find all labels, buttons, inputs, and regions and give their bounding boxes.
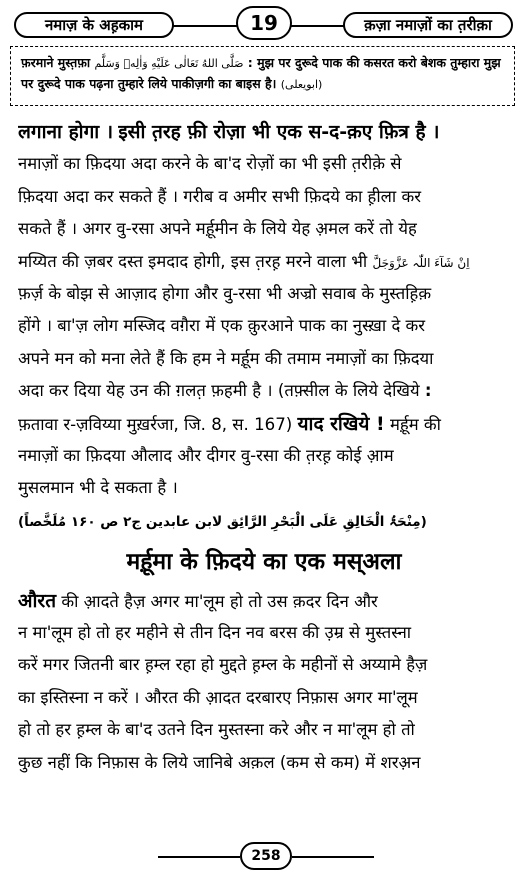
body-line: सकते हैं । अगर वु-रसा अपने मर्ह़ूमीन के लिये येह अ़मल करें तो येह	[18, 219, 417, 239]
body-line: करें मगर जितनी बार ह़म्ल रहा हो मुद्दते ह़म्ल के महीनों से अय्यामे हैज़	[18, 655, 428, 675]
footer-divider	[292, 856, 374, 858]
section-heading: मर्ह़ूमा के फ़िदये का एक मस्अला	[126, 548, 402, 575]
emphasis-text: याद रखिये !	[297, 412, 385, 435]
body-line: होंगे । बा'ज़ लोग मस्जिद वग़ैरा में एक क़ुरआने पाक का नुस्ख़ा दे कर	[18, 316, 426, 336]
body-line: कुछ नहीं कि निफ़ास के लिये जानिबे अक़ल (कम से कम) में शरअ़न	[18, 752, 421, 772]
body-line: मय्यित की ज़बर दस्त इमदाद होगी, इस त़रह़ मरने वाला भी اِنْ شَآءَ اللّٰہ عَزَّوَجَلَّ	[18, 251, 470, 271]
page-footer	[8, 842, 517, 872]
book-title: नमाज़ के अह़काम	[14, 12, 174, 38]
chapter-title: क़ज़ा नमाज़ों का त़रीक़ा	[343, 12, 513, 38]
chapter-page-number: 19	[236, 6, 292, 40]
body-line: लगाना होगा । इसी त़रह फ़ी रोज़ा भी एक स-द-क़ए फ़ित्र है ।	[18, 121, 440, 143]
page-number: 258	[240, 842, 292, 870]
body-line: अपने मन को मना लेते हैं कि हम ने मर्ह़ूम की तमाम नमाज़ों का फ़िदया	[18, 348, 434, 368]
body-line: फ़िदया अदा कर सकते हैं । गरीब व अमीर सभी फ़िदये का ह़ीला कर	[18, 186, 421, 206]
body-line: नमाज़ों का फ़िदया अदा करने के बा'द रोज़ों का भी इसी त़रीक़े से	[18, 154, 402, 174]
body-line: अदा कर दिया येह उन की ग़लत़ फ़हमी है । (तफ़्सील के लिये देखिये :	[18, 381, 432, 401]
body-line: औरत की आ़दते हैज़ अगर मा'लूम हो तो उस क़दर दिन और	[18, 589, 378, 612]
header-divider	[288, 25, 348, 27]
hadith-notice-box	[10, 46, 515, 106]
body-line: नमाज़ों का फ़िदया औलाद और दीगर वु-रसा की त़रह़ कोई आ़म	[18, 445, 394, 465]
notice-arabic-salutation: صَلَّی اللهُ تَعَالٰی عَلَیْهِ وَاٰلِهٖ وَسَلَّم	[94, 57, 244, 70]
body-line: फ़तावा र-ज़विय्या मुख़र्रजा, जि. 8, स. 167) याद रखिये ! मर्ह़ूम की	[18, 412, 441, 435]
arabic-phrase: اِنْ شَآءَ اللّٰہ عَزَّوَجَلَّ	[372, 255, 470, 270]
arabic-reference: (مِنْحَۃُ الْخَالِقِ عَلَی الْبَحْرِ الرَّائِق لابن عابدین ج۲ ص ۱۶۰ مُلَخَّصاً)	[18, 513, 427, 530]
body-line: हो तो हर ह़म्ल के बा'द उतने दिन मुस्तस्ना करे और न मा'लूम हो तो	[18, 720, 415, 740]
page-body	[18, 116, 510, 779]
notice-label: फ़रमाने मुस्त़फ़ा	[21, 55, 91, 70]
body-line: मुसलमान भी दे सकता है ।	[18, 478, 178, 498]
emphasis-text: औरत	[18, 589, 57, 612]
body-line: फ़र्ज़ के बोझ से आज़ाद होगा और वु-रसा भी अज्रो सवाब के मुस्तह़िक़	[18, 283, 432, 303]
body-line: का इस्तिस्ना न करें । औरत की आ़दत दरबारए निफ़ास अगर मा'लूम	[18, 687, 418, 707]
footer-divider	[158, 856, 240, 858]
notice-text: : मुझ पर दुरूदे पाक की कसरत करो बेशक तुम्हारा मुझ पर दुरूदे पाक पढ़ना तुम्हारे लिये पाकीज़गी का बाइस है।	[21, 55, 501, 91]
body-line: न मा'लूम हो तो हर महीने से तीन दिन नव बरस की उ़म्र से मुस्तस्ना	[18, 623, 412, 643]
emphasis-text: इसी त़रह फ़ी रोज़ा भी एक स-द-क़ए फ़ित्र है ।	[118, 121, 440, 143]
page-header	[8, 6, 517, 42]
notice-source: (ابویعلی)	[280, 78, 323, 91]
header-divider	[168, 25, 240, 27]
